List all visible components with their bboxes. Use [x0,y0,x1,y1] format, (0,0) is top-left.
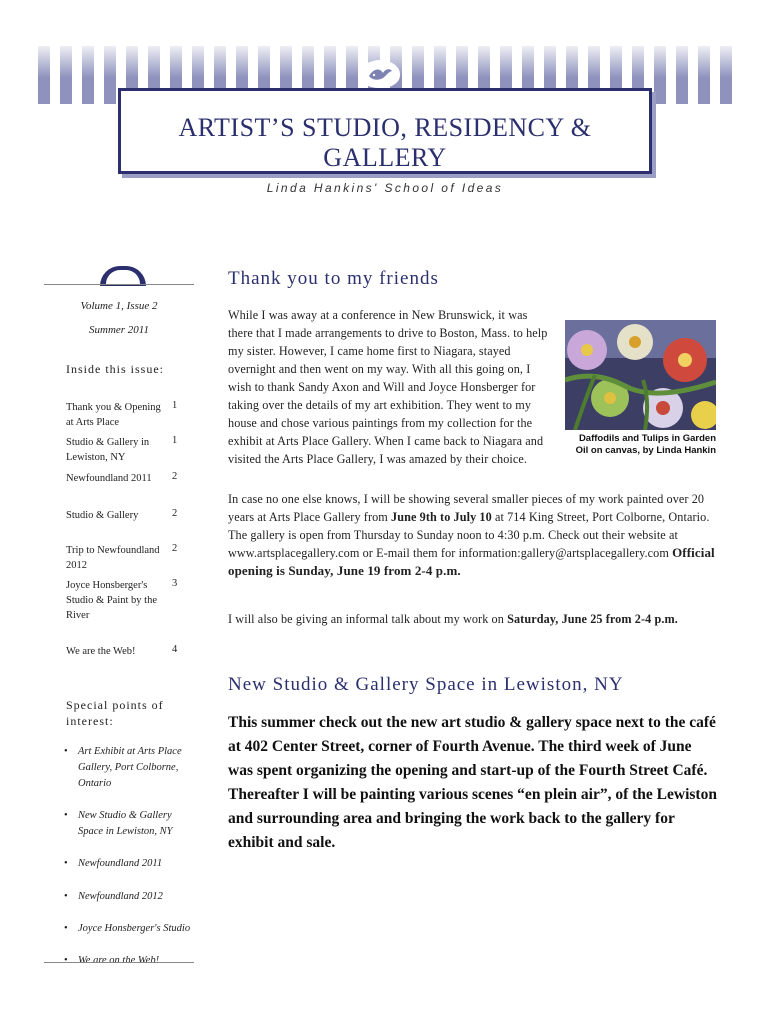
newsletter-subtitle: Linda Hankins' School of Ideas [266,181,504,195]
toc-item-title[interactable]: Joyce Honsberger's Studio & Paint by the River [66,580,158,621]
sidebar-top-rule [44,284,194,285]
special-point-text: • New Studio & Gallery Space in Lewiston, NY [78,810,173,837]
toc-item-title[interactable]: Studio & Gallery [66,510,139,521]
toc-item-page: 2 [172,508,178,519]
article-paragraph [228,490,718,580]
toc-item-page: 3 [172,578,178,589]
special-point-item [66,744,194,792]
caption-line: Daffodils and Tulips in Garden [578,433,716,444]
para-text: I will also be giving an informal talk about my work on [228,612,508,626]
painting-image [565,320,716,430]
inside-issue-heading: Inside this issue: [66,362,164,376]
special-point-text: • Newfoundland 2011 [78,858,163,869]
article-paragraph [228,610,728,628]
newsletter-title: ARTIST’S STUDIO, RESIDENCY & GALLERY [178,113,592,172]
toc-item-title[interactable]: Studio & Gallery in Lewiston, NY [66,437,150,463]
issue-season: Summer 2011 [89,324,149,336]
toc-item-page: 4 [172,644,178,655]
bird-logo-icon [360,60,400,88]
sidebar-bottom-rule [44,962,194,963]
article-heading-new-studio: New Studio & Gallery Space in Lewiston, NY [228,674,624,695]
talk-date: Saturday, June 25 from 2-4 p.m. [507,612,678,626]
toc-item-title[interactable]: We are the Web! [66,646,136,657]
toc-item-title[interactable]: Thank you & Opening at Arts Place [66,402,161,428]
toc-item-page: 1 [172,435,178,446]
article-lead-paragraph: This summer check out the new art studio & gallery space next to the café at 402 Center Street, corner of Fourth Avenue. The third week of June was spent organizing the opening and start-up of the Fourth Street Café. Thereafter I will be painting various scenes “en plein air”, of the Lewiston and surrounding area and bringing the work back to the gallery for exhibit and sale. [228,714,717,851]
special-point-text: • Joyce Honsberger's Studio [78,923,191,934]
opening-notice: Official opening is Sunday, June 19 from 2-4 p.m. [228,545,715,578]
issue-volume: Volume 1, Issue 2 [80,300,158,312]
special-point-item [66,921,194,937]
special-point-text: • Art Exhibit at Arts Place Gallery, Port Colborne, Ontario [78,746,182,789]
painting-caption [565,433,716,457]
toc-item-title[interactable]: Trip to Newfoundland 2012 [66,545,160,571]
special-point-item [66,889,194,905]
exhibit-dates: June 9th to July 10 [391,510,492,524]
special-point-item [66,808,194,840]
article-heading-thank-you: Thank you to my friends [228,268,439,289]
toc-item-page: 2 [172,543,178,554]
special-point-text: • Newfoundland 2012 [78,891,163,902]
toc-item-page: 1 [172,400,178,411]
special-point-item [66,953,194,969]
title-box [118,88,652,174]
toc-item-page: 2 [172,471,178,482]
toc-item-title[interactable]: Newfoundland 2011 [66,473,152,484]
para-text: In case no one else knows, I will be showing several smaller pieces of my work painted over 20 years at Arts Place Gallery from [228,492,705,524]
para-text: at 714 King Street, Port Colborne, Ontario. The gallery is open from Thursday to Sunday noon to 4:30 p.m. Check out their website at www.artsplacegallery.com or E-mail them for information:gallery@artsplacegallery.com [228,510,710,560]
article-paragraph: While I was away at a conference in New Brunswick, it was there that I made arrangements to drive to Boston, Mass. to help my sister. However, I came home first to Niagara, stayed overnight and then went on my way. With all this going on, I wish to thank Sandy Axon and Will and Joyce Honsberger for taking over the details of my art exhibition. They went to my house and chose various paintings from my collection for the exhibit at Arts Place Gallery. When I came back to Niagara and visited the Arts Place Gallery, I was amazed by their choice. [228,308,548,466]
caption-line: Oil on canvas, by Linda Hankin [575,445,716,456]
special-points-heading: Special points of interest: [66,698,164,728]
special-point-text: • We are on the Web! [78,955,160,966]
special-point-item [66,856,194,872]
